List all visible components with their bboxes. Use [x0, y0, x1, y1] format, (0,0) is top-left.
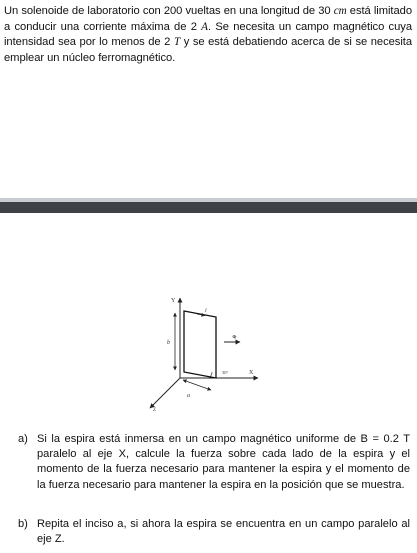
z-axis — [150, 378, 180, 408]
loop-figure — [127, 282, 283, 414]
field-label: B — [232, 334, 239, 340]
problem-text-2: está limitado a conducir una corriente máxima de 2 — [4, 5, 412, 33]
problem-text-1: Un solenoide de laboratorio con 200 vueltas en una longitud de 30 — [4, 5, 334, 17]
wire-loop — [184, 311, 216, 378]
z-axis-label: Z — [153, 408, 157, 413]
problem-text-4: y se está debatiendo acerca de si se necesita emplear un núcleo ferromagnético. — [4, 36, 413, 64]
loop-diagram — [127, 282, 283, 414]
current-label: i — [205, 308, 207, 314]
question-b-label: b) — [18, 518, 28, 530]
angle-label: 30° — [222, 370, 229, 375]
unit-tesla: T — [173, 36, 181, 48]
problem-statement — [4, 4, 412, 66]
y-axis-label: Y — [171, 298, 176, 304]
unit-cm: cm — [333, 5, 347, 17]
side-a-label: a — [187, 393, 190, 399]
problem-text-3: . Se necesita un campo magnético cuya intensidad sea por lo menos de 2 — [4, 20, 412, 48]
question-a-label: a) — [18, 433, 28, 445]
side-b-label: b — [167, 340, 170, 346]
x-axis-label: X — [249, 370, 254, 376]
unit-ampere: A — [201, 20, 208, 33]
page-divider-dark — [0, 202, 417, 213]
question-b-text: Repita el inciso a, si ahora la espira se encuentra en un campo paralelo al eje Z. — [37, 518, 410, 546]
question-a-text: Si la espira está inmersa en un campo magnético uniforme de B = 0.2 T paralelo al eje X, calcule la fuerza sobre cada lado de la espira y el momento de la fuerza necesario para mantener la espira y el momento de la fuerza necesario para mantener la espira en la posición que se muestra. — [37, 433, 410, 491]
side-a-dimension — [183, 380, 211, 390]
